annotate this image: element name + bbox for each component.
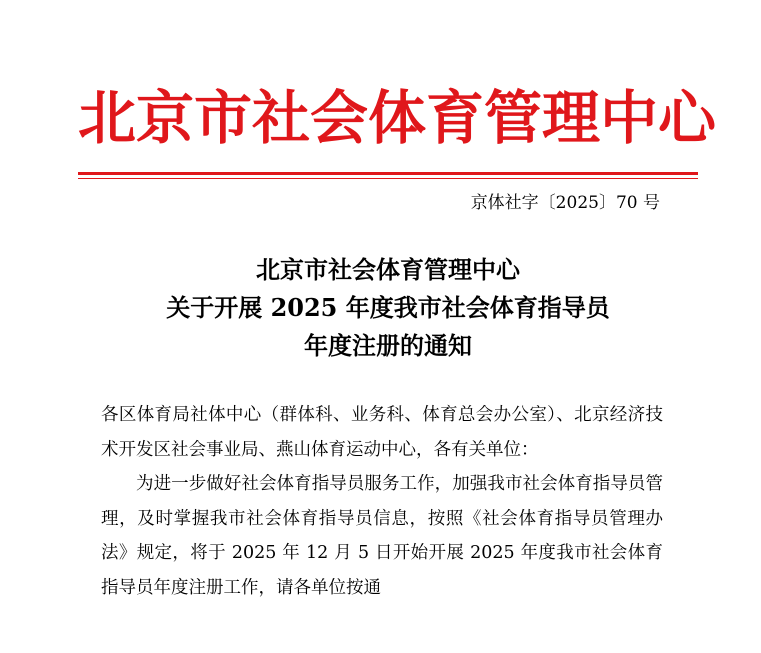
title-line-3: 年度注册的通知 (304, 331, 472, 360)
body-paragraph: 为进一步做好社会体育指导员服务工作，加强我市社会体育指导员管理，及时掌握我市社会体育指导员信息，按照《社会体育指导员管理办法》规定，将于 2025 年 12 月 5 日开始开展 2025 年度我市社会体育指导员年度注册工作，请各单位按通 (101, 474, 663, 598)
document-number: 京体社字〔2025〕70 号 (470, 193, 660, 213)
document-body (101, 398, 663, 605)
title-line-2: 关于开展 2025 年度我市社会体育指导员 (166, 293, 610, 322)
letterhead-divider-thin (78, 178, 698, 179)
letterhead-divider-thick (78, 172, 698, 175)
salutation: 各区体育局社体中心（群体科、业务科、体育总会办公室）、北京经济技术开发区社会事业局、燕山体育运动中心，各有关单位： (101, 405, 663, 460)
document-title (78, 251, 698, 365)
org-letterhead: 北京市社会体育管理中心 (78, 84, 717, 152)
title-line-1: 北京市社会体育管理中心 (256, 255, 520, 284)
